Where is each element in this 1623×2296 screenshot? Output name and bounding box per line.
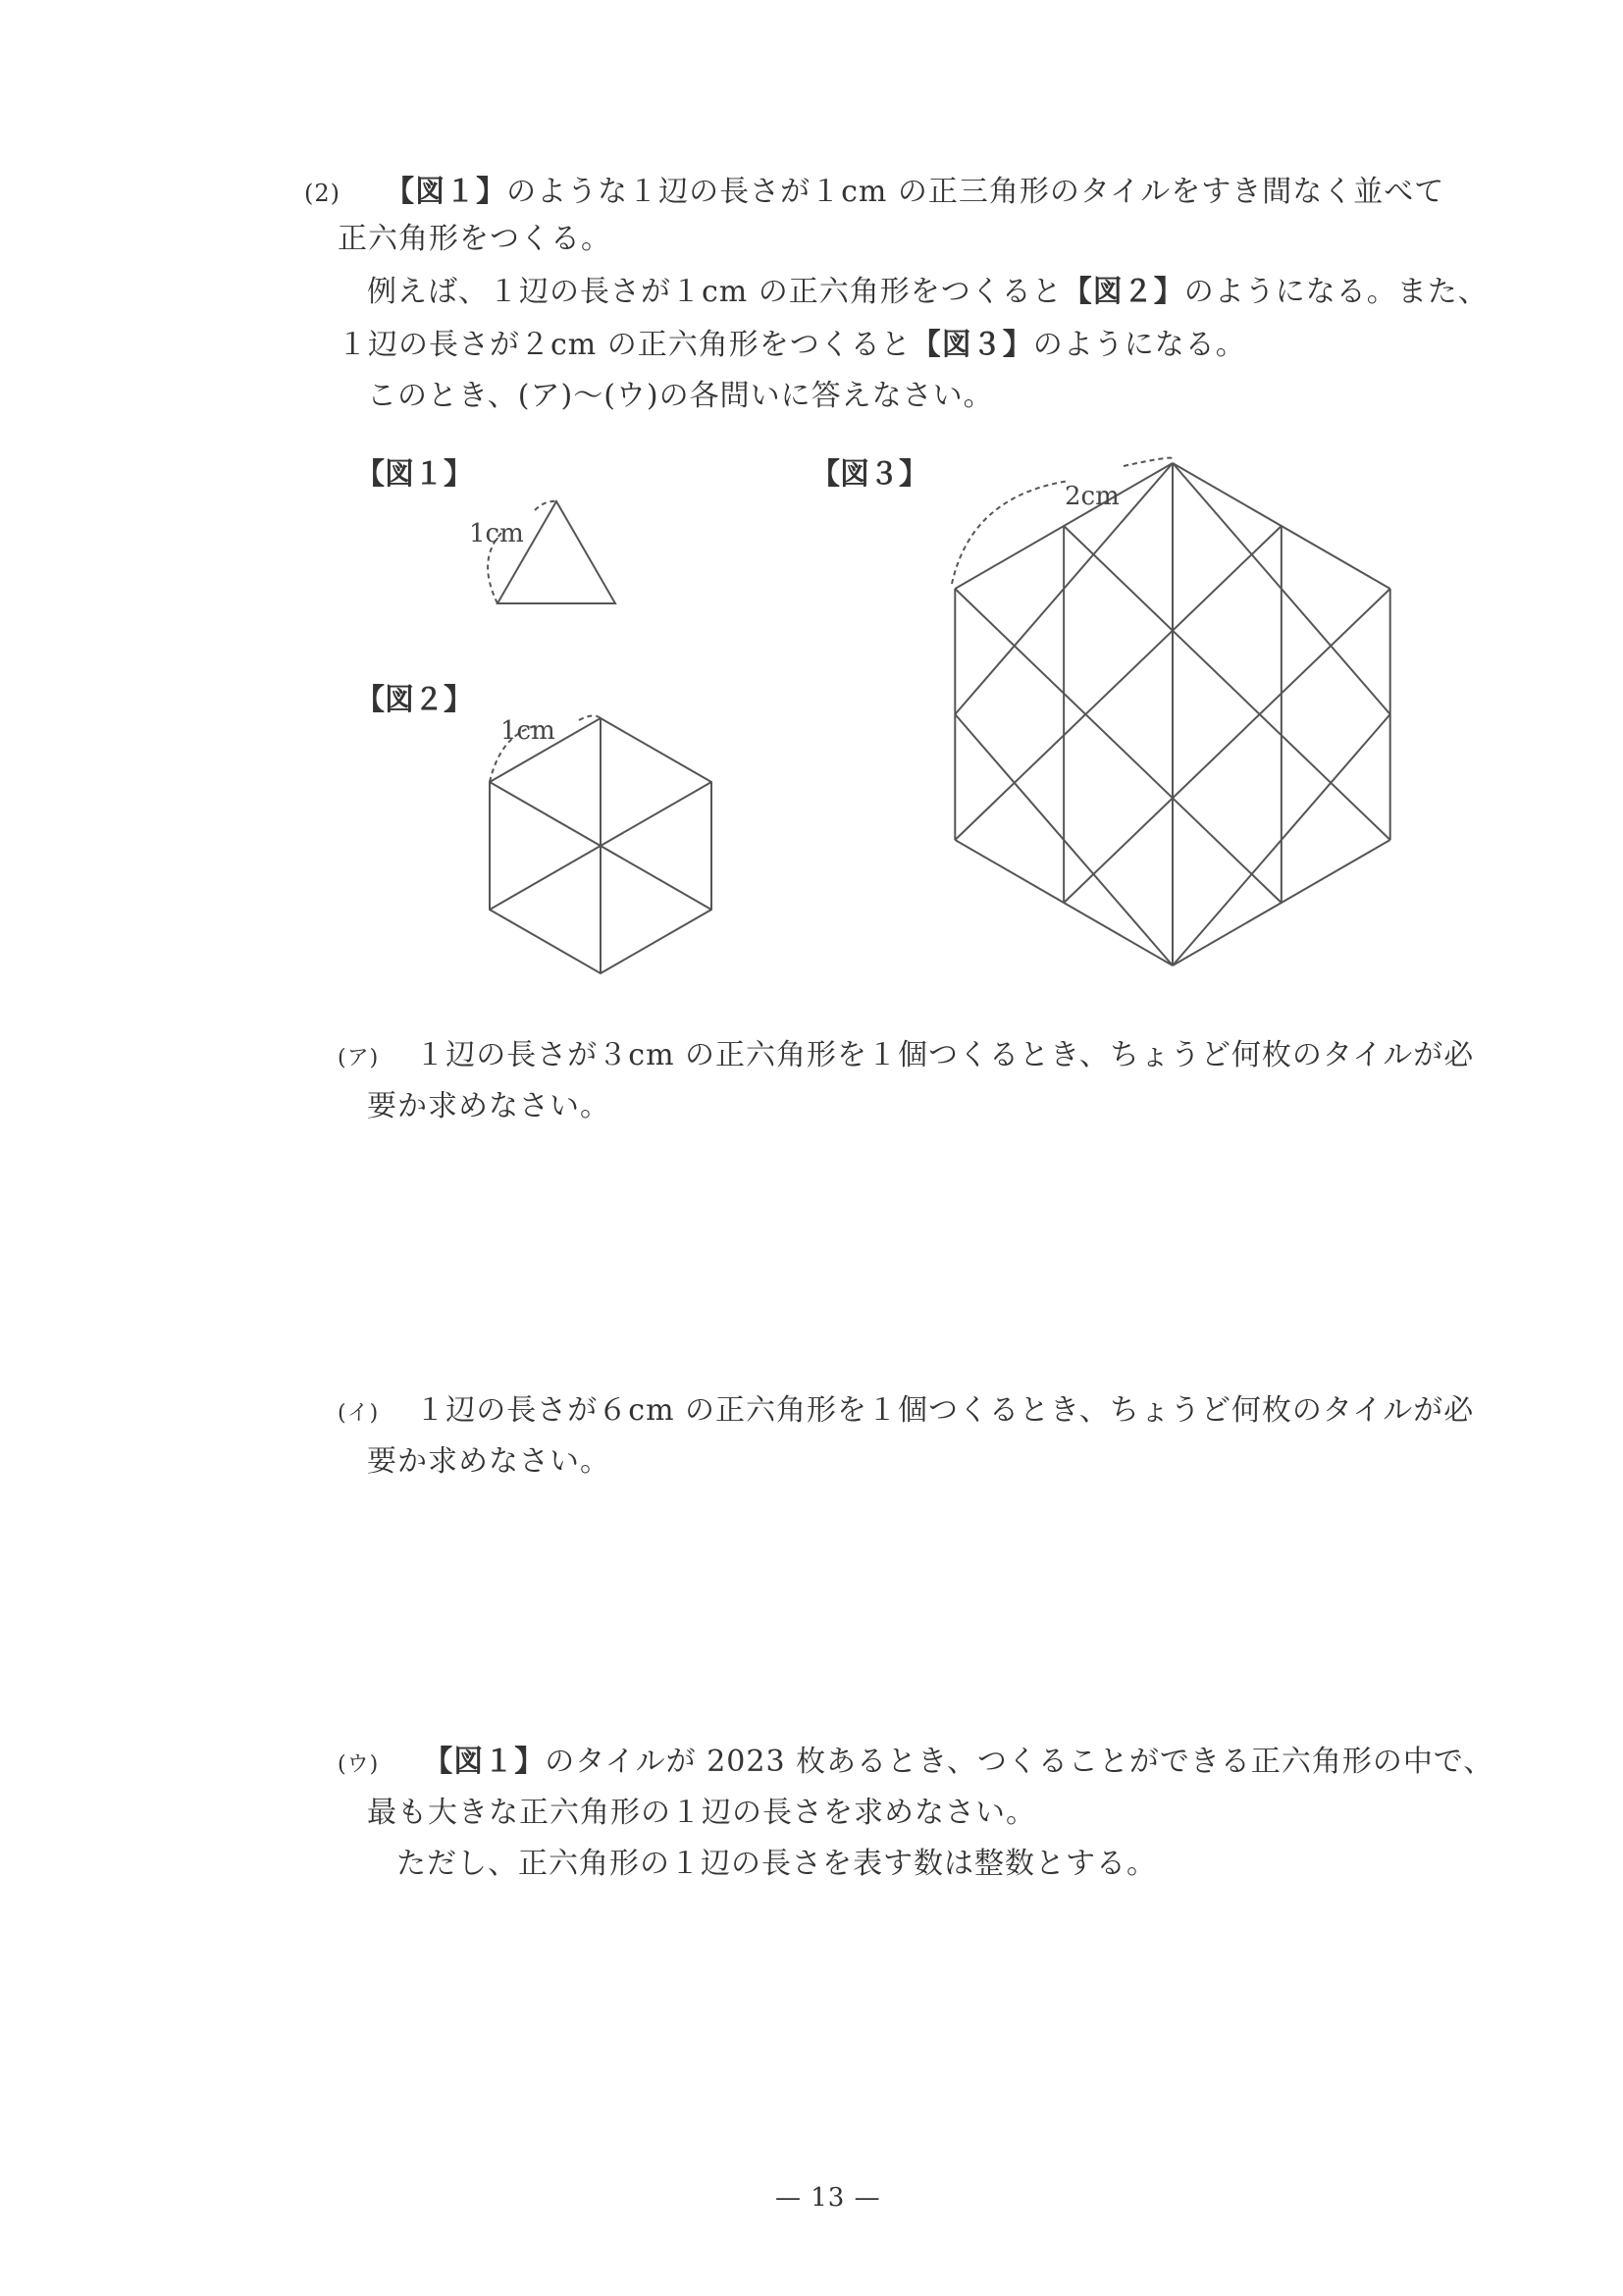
figure-ref-3: 【図３】 [911, 328, 1033, 362]
figure-2-dimension: 1cm [500, 716, 555, 746]
figure-ref-1: 【図１】 [423, 1745, 546, 1779]
problem-text: のようになる。 [1032, 328, 1246, 362]
figure-3-hexagon [932, 446, 1413, 986]
figure-3-dimension: 2cm [1065, 482, 1120, 511]
question-c-line-3: ただし、正六角形の１辺の長さを表す数は整数とする。 [396, 1847, 1157, 1881]
question-a-marker: (ア) [338, 1046, 380, 1070]
problem-line-3 [367, 273, 1489, 312]
figure-1-dimension: 1cm [469, 519, 524, 548]
figure-1-label: 【図１】 [355, 457, 473, 492]
page-number: — 13 — [775, 2183, 881, 2213]
figure-1-triangle [451, 481, 648, 618]
problem-line-5: このとき、(ア)〜(ウ)の各問いに答えなさい。 [367, 379, 994, 413]
problem-line-4 [338, 326, 1246, 365]
problem-text: １辺の長さが２cm の正六角形をつくると [338, 328, 912, 362]
question-c-marker: (ウ) [338, 1752, 380, 1777]
figure-2-label: 【図２】 [355, 683, 473, 717]
figure-ref-1: 【図１】 [385, 175, 507, 209]
question-b-text: １辺の長さが６cm の正六角形を１個つくるとき、ちょうど何枚のタイルが必 [415, 1393, 1475, 1428]
problem-text: のようになる。また、 [1183, 275, 1489, 309]
question-b-marker: (イ) [338, 1401, 380, 1426]
question-a-text: １辺の長さが３cm の正六角形を１個つくるとき、ちょうど何枚のタイルが必 [415, 1038, 1475, 1072]
figure-ref-2: 【図２】 [1062, 275, 1184, 309]
figure-3-label: 【図３】 [811, 457, 928, 492]
problem-line-1 [304, 173, 1444, 213]
problem-text: 例えば、１辺の長さが１cm の正六角形をつくると [367, 275, 1063, 309]
question-c-line-1 [338, 1743, 1493, 1785]
question-c-line-2: 最も大きな正六角形の１辺の長さを求めなさい。 [367, 1796, 1036, 1830]
question-a-line-1 [338, 1036, 1474, 1078]
problem-text: のような１辺の長さが１cm の正三角形のタイルをすき間なく並べて [506, 175, 1445, 209]
question-b-line-1 [338, 1391, 1474, 1434]
figure-2-hexagon [461, 697, 736, 991]
question-a-line-2: 要か求めなさい。 [367, 1089, 610, 1123]
problem-number: (2) [304, 180, 340, 207]
question-c-text: のタイルが 2023 枚あるとき、つくることができる正六角形の中で、 [545, 1745, 1494, 1779]
problem-line-2: 正六角形をつくる。 [338, 222, 611, 256]
question-b-line-2: 要か求めなさい。 [367, 1444, 610, 1479]
